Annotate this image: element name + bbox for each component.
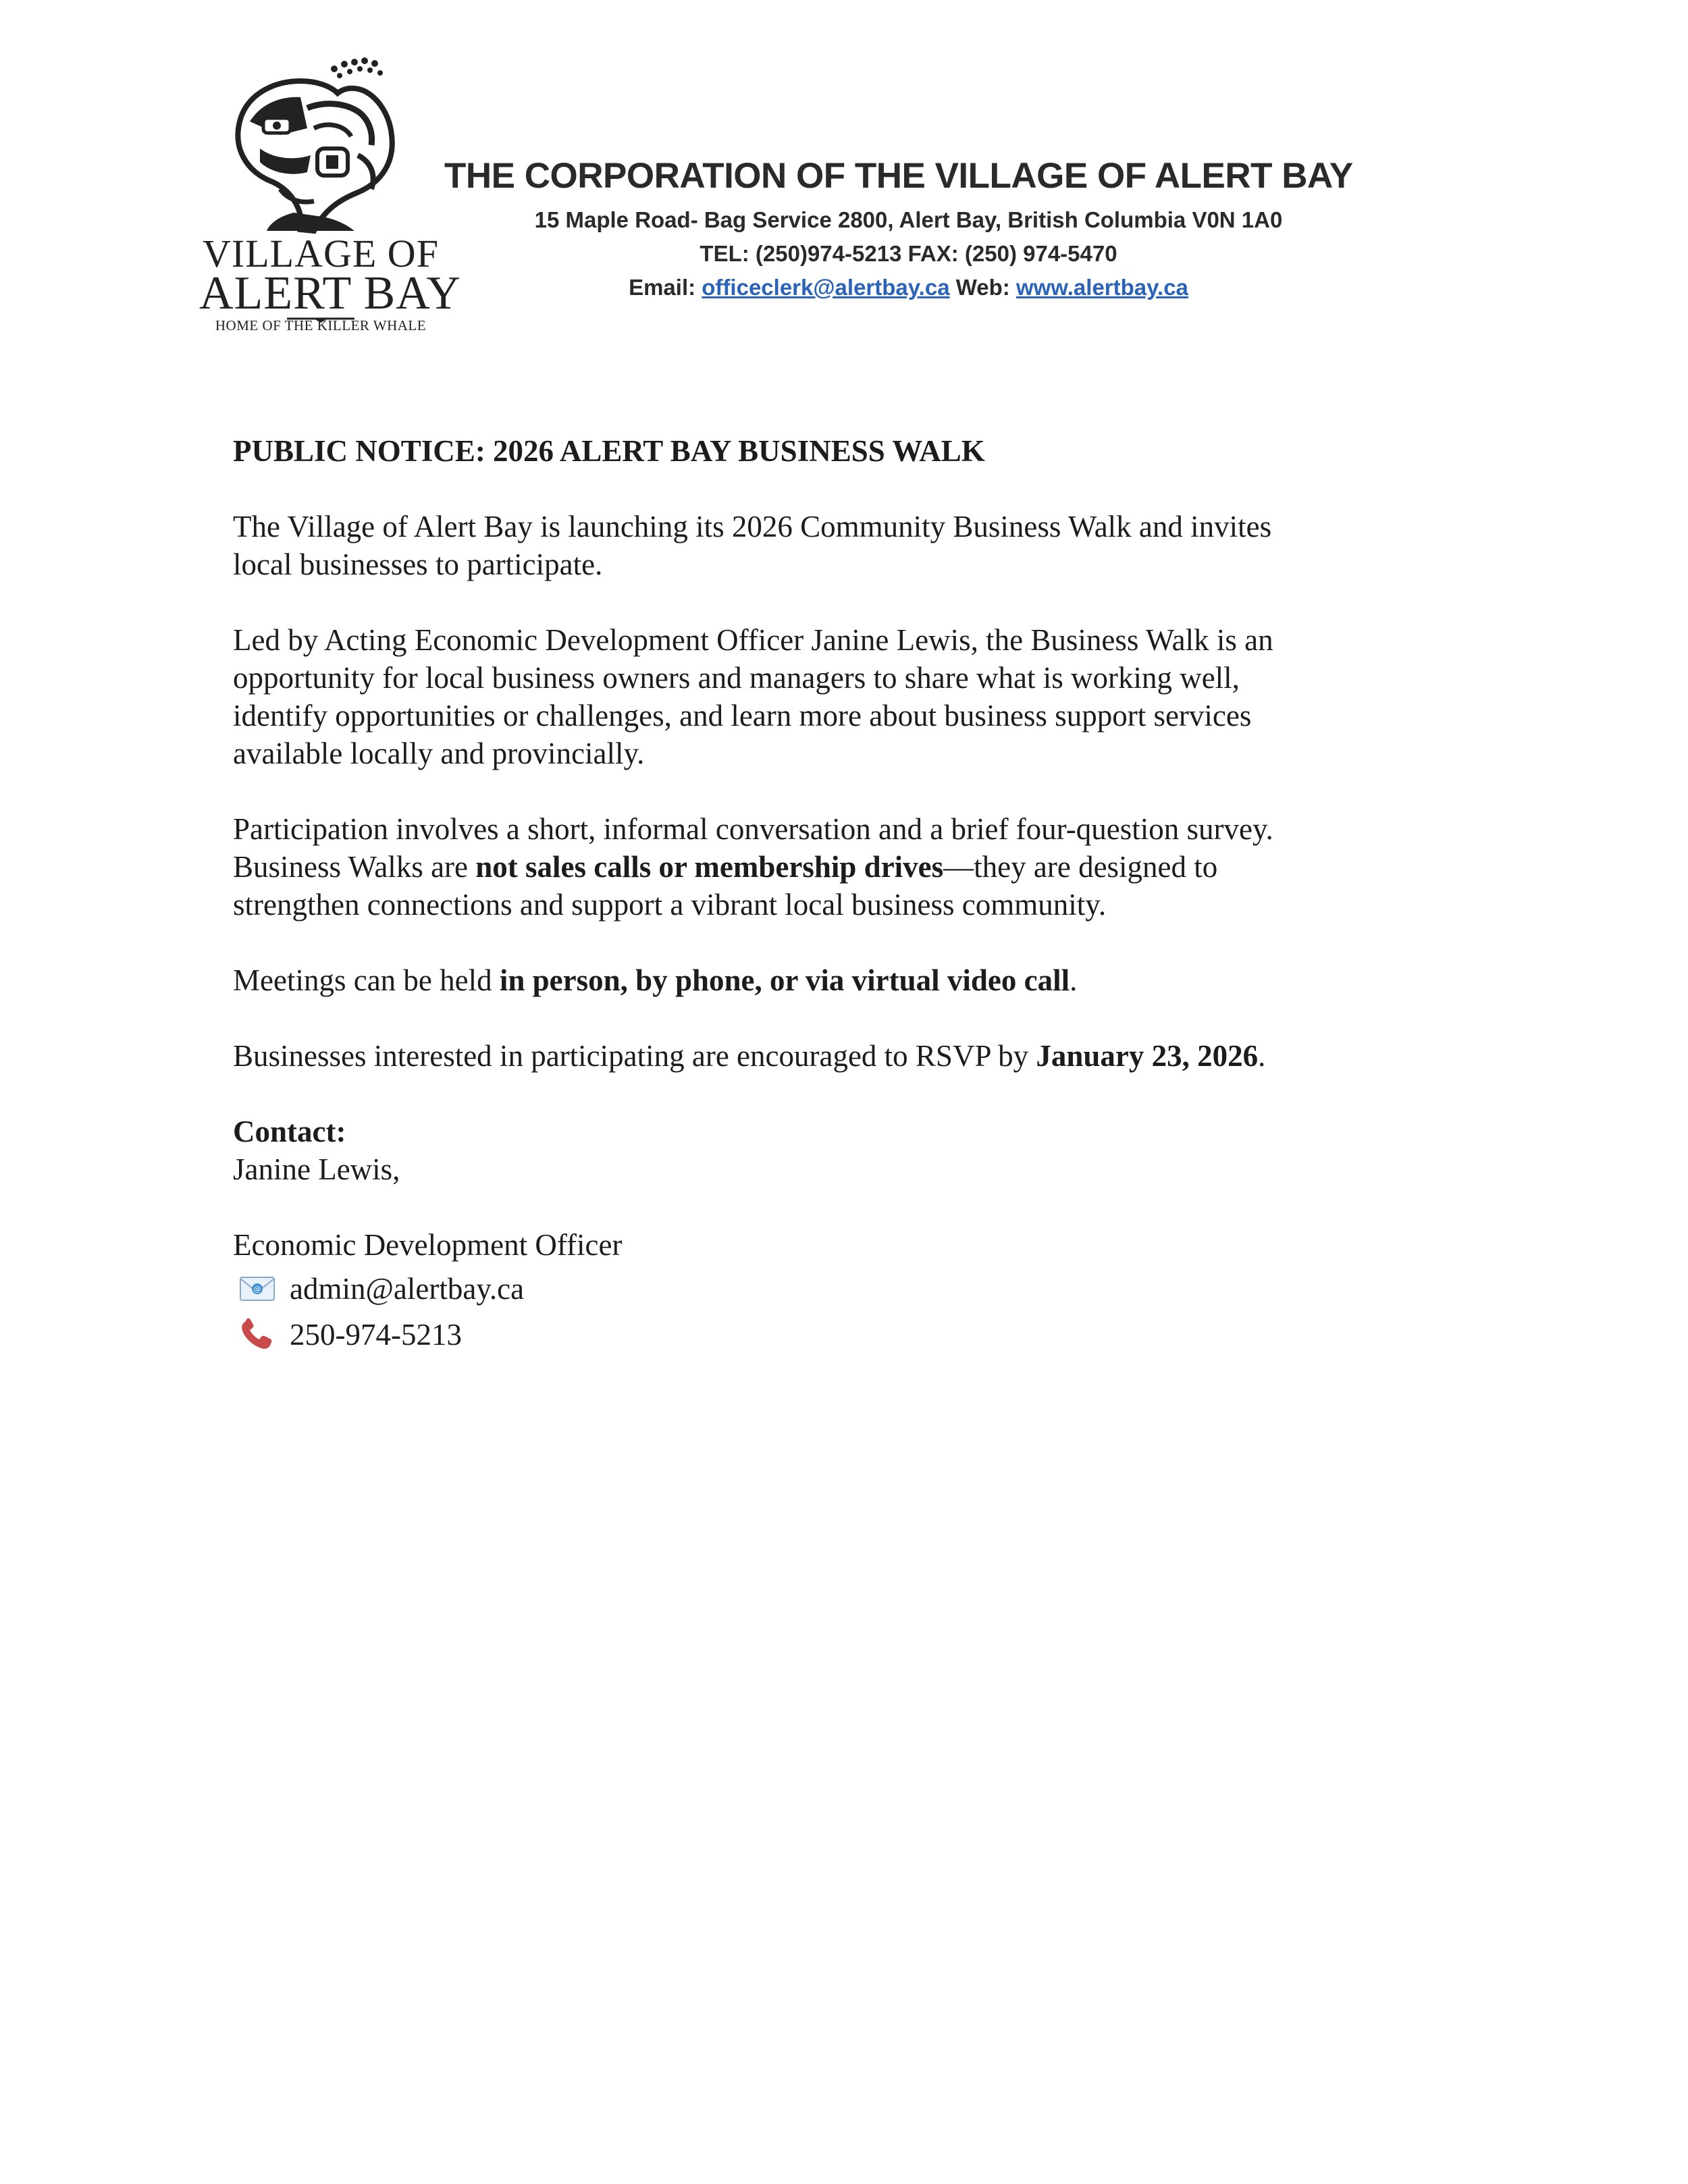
officer-line-2: opportunity for local business owners and managers to share what is working well, — [233, 661, 1240, 695]
letterhead-address: 15 Maple Road- Bag Service 2800, Alert Bay, British Columbia V0N 1A0 — [534, 207, 1283, 232]
contact-phone-row — [233, 1314, 1421, 1356]
rsvp-pre: Businesses interested in participating are encouraged to RSVP by — [233, 1039, 1036, 1073]
participation-line-2-pre: Business Walks are — [233, 850, 476, 884]
intro-paragraph — [233, 508, 1421, 583]
logo-village-text: VILLAGE OF — [203, 232, 439, 275]
logo-tagline: HOME OF THE KILLER WHALE — [215, 317, 427, 334]
participation-line-2-post: —they are designed to — [943, 850, 1218, 884]
rsvp-paragraph — [233, 1037, 1421, 1075]
envelope-icon — [238, 1272, 276, 1306]
phone-icon — [238, 1318, 276, 1352]
contact-name: Janine Lewis, — [233, 1152, 400, 1186]
contact-email[interactable]: admin@alertbay.ca — [290, 1272, 525, 1306]
officer-line-1: Led by Acting Economic Development Officer Janine Lewis, the Business Walk is an — [233, 623, 1273, 657]
contact-email-row — [233, 1268, 1421, 1310]
officer-line-3: identify opportunities or challenges, and learn more about business support services — [233, 699, 1252, 733]
letterhead-contact-links — [444, 275, 1373, 300]
participation-line-3: strengthen connections and support a vibrant local business community. — [233, 888, 1107, 922]
letterhead-phone-fax: TEL: (250)974-5213 FAX: (250) 974-5470 — [700, 241, 1117, 266]
contact-spacer — [233, 1188, 1421, 1226]
intro-line-1: The Village of Alert Bay is launching its 2026 Community Business Walk and invites — [233, 510, 1272, 543]
officer-line-4: available locally and provincially. — [233, 737, 645, 770]
email-label: Email: — [629, 275, 696, 300]
participation-line-1: Participation involves a short, informal conversation and a brief four-question survey. — [233, 812, 1273, 846]
contact-title: Economic Development Officer — [233, 1228, 623, 1262]
svg-text:@: @ — [253, 1285, 261, 1294]
logo-alert-bay-text: ALERT BAY — [199, 267, 461, 319]
meetings-pre: Meetings can be held — [233, 963, 500, 997]
contact-phone[interactable]: 250-974-5213 — [290, 1318, 462, 1352]
meetings-paragraph — [233, 961, 1421, 999]
participation-line-2-bold: not sales calls or membership drives — [475, 850, 944, 884]
participation-paragraph — [233, 810, 1421, 924]
contact-heading: Contact: — [233, 1115, 346, 1148]
website-link[interactable]: www.alertbay.ca — [1016, 275, 1188, 300]
officer-paragraph — [233, 621, 1421, 772]
rsvp-date: January 23, 2026 — [1036, 1039, 1259, 1073]
letterhead-title: THE CORPORATION OF THE VILLAGE OF ALERT BAY — [444, 156, 1353, 196]
office-email-link[interactable]: officeclerk@alertbay.ca — [702, 275, 950, 300]
meetings-bold: in person, by phone, or via virtual video call — [499, 963, 1070, 997]
meetings-post: . — [1070, 963, 1078, 997]
village-logo — [199, 54, 461, 334]
rsvp-post: . — [1258, 1039, 1266, 1073]
web-label: Web: — [955, 275, 1010, 300]
notice-body — [233, 432, 1421, 1356]
intro-line-2: local businesses to participate. — [233, 548, 603, 581]
notice-heading: PUBLIC NOTICE: 2026 ALERT BAY BUSINESS WALK — [233, 434, 985, 468]
